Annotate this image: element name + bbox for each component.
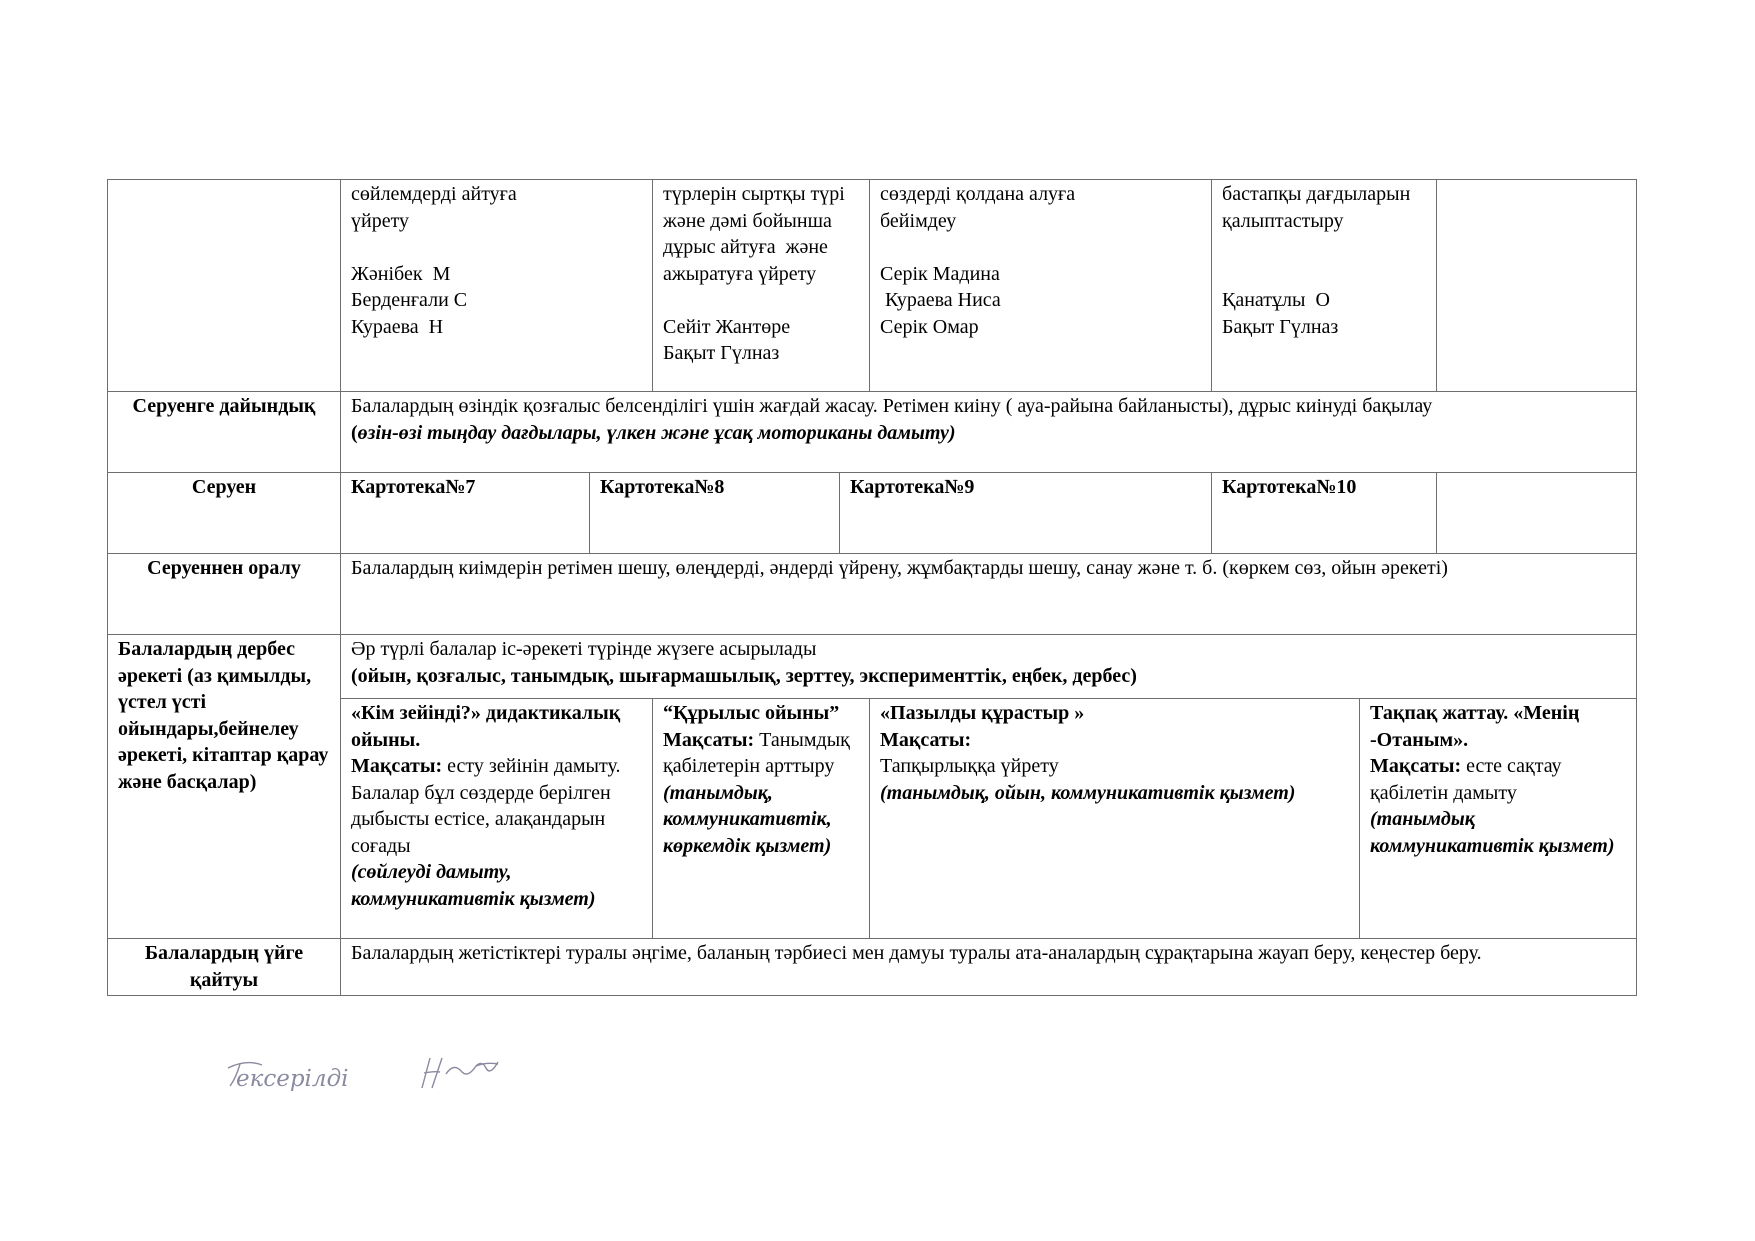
text-line: үйрету bbox=[351, 209, 410, 232]
goal-label: Мақсаты: bbox=[880, 728, 972, 751]
game-title: «Кім зейінді?» дидактикалық ойыны. bbox=[351, 702, 621, 751]
text-line: сөйлемдерді айтуға bbox=[351, 183, 517, 205]
game-tags: (сөйлеуді дамыту, коммуникативтік қызмет) bbox=[351, 861, 596, 910]
game-card bbox=[341, 699, 653, 939]
game-extra: Балалар бұл сөздерде берілген дыбысты естісе, алақандарын соғады bbox=[351, 781, 611, 857]
walk-prep-text: Балалардың өзіндік қозғалыс белсенділігі үшін жағдай жасау. Ретімен киіну ( ауа-райына байланысты), дұрыс киінуді бақылау bbox=[351, 395, 1433, 417]
independent-line-2: (ойын, қозғалыс, танымдық, шығармашылық, зерттеу, эксперименттік, еңбек, дербес) bbox=[351, 664, 1137, 687]
text-line: түрлерін сыртқы түрі bbox=[663, 183, 845, 205]
top-row bbox=[108, 180, 1637, 392]
child-name: Берденғали С bbox=[351, 289, 468, 311]
independent-label: Балалардың дербес әрекеті (аз қимылды, үстел үсті ойындары,бейнелеу әрекеті, кітаптар қарау және басқалар) bbox=[108, 635, 341, 939]
text-line: бастапқы дағдыларын bbox=[1222, 183, 1411, 205]
child-name: Бақыт Гүлназ bbox=[663, 342, 780, 364]
top-col-3 bbox=[870, 180, 1212, 392]
child-name: Сейіт Жантөре bbox=[663, 315, 791, 338]
signature-image bbox=[214, 1040, 544, 1108]
plan-table bbox=[107, 179, 1637, 996]
child-name: Бақыт Гүлназ bbox=[1222, 315, 1339, 338]
game-card bbox=[870, 699, 1360, 939]
game-card bbox=[653, 699, 870, 939]
going-home-label: Балалардың үйге қайтуы bbox=[108, 939, 341, 996]
walk-prep-row bbox=[108, 392, 1637, 473]
empty-label-cell bbox=[108, 180, 341, 392]
walk-card-9: Картотека№9 bbox=[840, 473, 1212, 554]
game-card bbox=[1360, 699, 1637, 939]
game-goal: Тапқырлыққа үйрету bbox=[880, 755, 1059, 777]
top-col-2 bbox=[653, 180, 870, 392]
walk-prep-label: Серуенге дайындық bbox=[108, 392, 341, 473]
walk-return-label: Серуеннен оралу bbox=[108, 554, 341, 635]
game-title: «Пазылды құрастыр » bbox=[880, 702, 1085, 724]
child-name: Жәнібек М bbox=[351, 262, 451, 285]
walk-label: Серуен bbox=[108, 473, 341, 554]
child-name: Серік Мадина bbox=[880, 262, 1000, 285]
walk-prep-content bbox=[341, 392, 1637, 473]
going-home-text: Балалардың жетістіктері туралы әңгіме, баланың тәрбиесі мен дамуы туралы ата-аналардың сұрақтарына жауап беру, кеңестер беру. bbox=[341, 939, 1637, 996]
game-goal: есту зейінін дамыту. bbox=[442, 755, 621, 777]
game-goal: есте сақтау қабілетін дамыту bbox=[1370, 755, 1562, 804]
goal-label: Мақсаты: bbox=[663, 728, 755, 751]
child-name: Серік Омар bbox=[880, 315, 979, 338]
walk-card-10: Картотека№10 bbox=[1212, 473, 1437, 554]
walk-return-row bbox=[108, 554, 1637, 635]
independent-intro bbox=[341, 635, 1637, 699]
independent-line-1: Әр түрлі балалар іс-әрекеті түрінде жүзеге асырылады bbox=[351, 638, 817, 660]
text-line: және дәмі бойынша bbox=[663, 209, 832, 232]
walk-empty bbox=[1437, 473, 1637, 554]
child-name: Кураева Н bbox=[351, 315, 444, 338]
svg-text:ексерілді: ексерілді bbox=[236, 1066, 349, 1092]
walk-card-8: Картотека№8 bbox=[590, 473, 840, 554]
paren: ( bbox=[351, 421, 358, 444]
top-col-5-empty bbox=[1437, 180, 1637, 392]
walk-return-text: Балалардың киімдерін ретімен шешу, өлеңдерді, әндерді үйрену, жұмбақтарды шешу, санау және т. б. (көркем сөз, ойын әрекеті) bbox=[341, 554, 1637, 635]
goal-label: Мақсаты: bbox=[1370, 755, 1462, 777]
game-title: “Құрылыс ойыны” bbox=[663, 702, 840, 724]
game-tags: (танымдық, ойын, коммуникативтік қызмет) bbox=[880, 781, 1296, 804]
text-line: сөздерді қолдана алуға bbox=[880, 183, 1076, 205]
walk-card-7: Картотека№7 bbox=[341, 473, 590, 554]
independent-row bbox=[108, 635, 1637, 699]
walk-prep-skills: өзін-өзі тыңдау дағдылары, үлкен және ұсақ моториканы дамыту) bbox=[357, 421, 956, 444]
goal-label: Мақсаты: bbox=[351, 755, 443, 777]
game-goal: Танымдық қабілетерін арттыру bbox=[663, 728, 850, 777]
child-name: Қанатұлы О bbox=[1222, 289, 1330, 311]
going-home-row bbox=[108, 939, 1637, 996]
top-col-4 bbox=[1212, 180, 1437, 392]
top-col-1 bbox=[341, 180, 653, 392]
text-line: ажыратуға үйрету bbox=[663, 262, 817, 285]
game-tags: (танымдық, коммуникативтік, көркемдік қызмет) bbox=[663, 781, 832, 857]
game-tags: (танымдық коммуникативтік қызмет) bbox=[1370, 808, 1615, 857]
game-title: Тақпақ жаттау. «Менің -Отаным». bbox=[1370, 702, 1580, 751]
text-line: бейімдеу bbox=[880, 209, 957, 232]
text-line: қалыптастыру bbox=[1222, 209, 1344, 232]
child-name: Кураева Ниса bbox=[880, 289, 1001, 311]
walk-row bbox=[108, 473, 1637, 554]
text-line: дұрыс айтуға және bbox=[663, 236, 828, 258]
